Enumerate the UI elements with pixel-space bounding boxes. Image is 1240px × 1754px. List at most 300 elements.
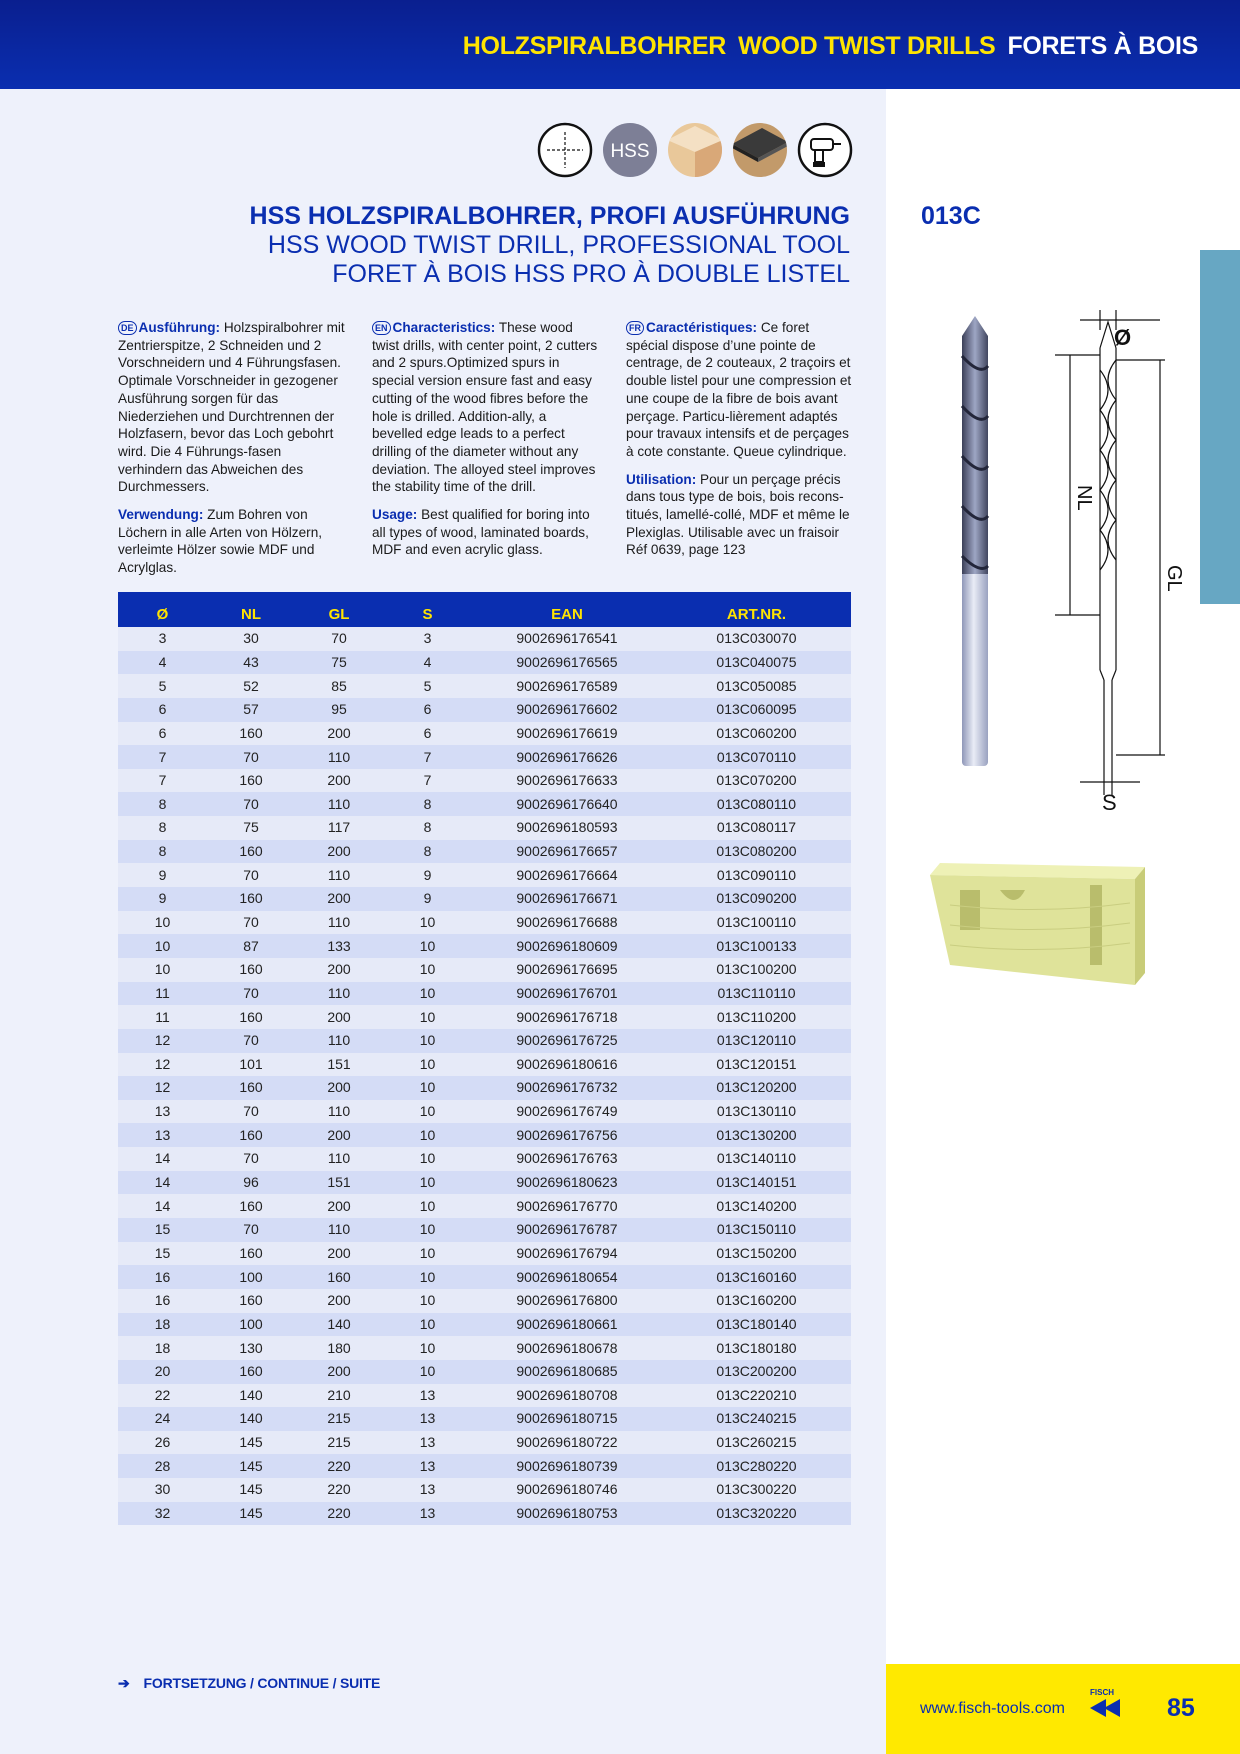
table-cell: 70: [207, 1218, 295, 1242]
table-cell: 6: [383, 698, 472, 722]
table-cell: 013C160160: [662, 1265, 851, 1289]
table-cell: 30: [118, 1478, 207, 1502]
table-cell: 160: [207, 887, 295, 911]
table-cell: 8: [118, 840, 207, 864]
table-cell: 16: [118, 1289, 207, 1313]
header-title-en: WOOD TWIST DRILLS: [738, 32, 996, 60]
table-cell: 87: [207, 934, 295, 958]
table-cell: 200: [295, 1360, 383, 1384]
table-cell: 9002696176794: [472, 1242, 662, 1266]
header-title-fr: FORETS À BOIS: [1007, 32, 1198, 60]
table-cell: 9: [383, 863, 472, 887]
table-cell: 5: [383, 674, 472, 698]
table-cell: 013C120200: [662, 1076, 851, 1100]
table-cell: 9002696180616: [472, 1053, 662, 1077]
table-cell: 9002696176732: [472, 1076, 662, 1100]
table-cell: 10: [383, 1336, 472, 1360]
table-cell: 200: [295, 1242, 383, 1266]
table-cell: 57: [207, 698, 295, 722]
table-cell: 70: [295, 627, 383, 651]
gl-label: GL: [1163, 565, 1185, 592]
column-header: NL: [207, 592, 295, 627]
table-cell: 24: [118, 1407, 207, 1431]
table-cell: 9002696180753: [472, 1502, 662, 1526]
table-cell: 160: [207, 769, 295, 793]
table-cell: 10: [383, 934, 472, 958]
continue-label: FORTSETZUNG / CONTINUE / SUITE: [143, 1675, 381, 1691]
char-label-fr: Caractéristiques:: [646, 320, 758, 335]
table-cell: 10: [383, 1005, 472, 1029]
table-cell: 10: [383, 1171, 472, 1195]
table-cell: 10: [383, 1076, 472, 1100]
table-cell: 013C130200: [662, 1123, 851, 1147]
header-titles: [451, 32, 1198, 61]
table-row: [118, 745, 851, 769]
table-cell: 96: [207, 1171, 295, 1195]
table-cell: 160: [207, 1076, 295, 1100]
table-cell: 10: [118, 934, 207, 958]
table-cell: 013C160200: [662, 1289, 851, 1313]
table-row: [118, 1242, 851, 1266]
table-body: [118, 627, 851, 1525]
drill-technical-drawing: [1040, 300, 1200, 810]
table-cell: 013C030070: [662, 627, 851, 651]
table-cell: 8: [383, 816, 472, 840]
table-cell: 70: [207, 1029, 295, 1053]
table-cell: 200: [295, 958, 383, 982]
table-cell: 9: [118, 863, 207, 887]
column-header: EAN: [472, 592, 662, 627]
table-cell: 10: [383, 1218, 472, 1242]
table-cell: 9002696180746: [472, 1478, 662, 1502]
table-cell: 10: [383, 1242, 472, 1266]
table-cell: 12: [118, 1029, 207, 1053]
table-cell: 013C110200: [662, 1005, 851, 1029]
table-cell: 26: [118, 1431, 207, 1455]
table-cell: 140: [295, 1313, 383, 1337]
table-cell: 10: [383, 1313, 472, 1337]
table-cell: 110: [295, 1147, 383, 1171]
table-cell: 16: [118, 1265, 207, 1289]
table-row: [118, 1194, 851, 1218]
table-cell: 9002696176787: [472, 1218, 662, 1242]
table-cell: 10: [383, 1053, 472, 1077]
table-cell: 140: [207, 1407, 295, 1431]
table-cell: 20: [118, 1360, 207, 1384]
table-cell: 9002696176688: [472, 911, 662, 935]
table-cell: 013C060095: [662, 698, 851, 722]
table-cell: 110: [295, 1100, 383, 1124]
table-cell: 30: [207, 627, 295, 651]
table-cell: 9002696180623: [472, 1171, 662, 1195]
table-cell: 013C150110: [662, 1218, 851, 1242]
table-row: [118, 1265, 851, 1289]
column-header: Ø: [118, 592, 207, 627]
table-row: [118, 1454, 851, 1478]
table-cell: 15: [118, 1218, 207, 1242]
table-cell: 160: [207, 1005, 295, 1029]
table-cell: 9002696176763: [472, 1147, 662, 1171]
table-row: [118, 887, 851, 911]
table-cell: 18: [118, 1313, 207, 1337]
table-row: [118, 958, 851, 982]
table-cell: 013C070110: [662, 745, 851, 769]
table-cell: 133: [295, 934, 383, 958]
table-cell: 013C120151: [662, 1053, 851, 1077]
table-cell: 22: [118, 1384, 207, 1408]
page-header: [0, 0, 1240, 89]
table-cell: 18: [118, 1336, 207, 1360]
table-cell: 70: [207, 792, 295, 816]
table-cell: 9002696176640: [472, 792, 662, 816]
table-cell: 9002696180722: [472, 1431, 662, 1455]
table-cell: 3: [118, 627, 207, 651]
softwood-icon: [667, 122, 723, 178]
brand-name: FISCH: [1090, 1688, 1114, 1697]
char-label-en: Characteristics:: [392, 320, 496, 335]
table-cell: 9002696176633: [472, 769, 662, 793]
table-cell: 9002696176725: [472, 1029, 662, 1053]
table-cell: 110: [295, 863, 383, 887]
table-cell: 9002696176671: [472, 887, 662, 911]
table-cell: 200: [295, 1123, 383, 1147]
laminated-board-icon: [732, 122, 788, 178]
table-cell: 9002696180739: [472, 1454, 662, 1478]
table-cell: 200: [295, 1289, 383, 1313]
table-cell: 200: [295, 887, 383, 911]
table-row: [118, 1289, 851, 1313]
table-row: [118, 1502, 851, 1526]
table-cell: 220: [295, 1502, 383, 1526]
table-row: [118, 1100, 851, 1124]
table-cell: 12: [118, 1053, 207, 1077]
column-header: S: [383, 592, 472, 627]
table-cell: 220: [295, 1454, 383, 1478]
table-cell: 151: [295, 1171, 383, 1195]
column-header: GL: [295, 592, 383, 627]
table-cell: 9002696176695: [472, 958, 662, 982]
table-cell: 101: [207, 1053, 295, 1077]
hss-icon-text: HSS: [610, 141, 650, 162]
table-cell: 9: [118, 887, 207, 911]
table-row: [118, 1360, 851, 1384]
table-row: [118, 1005, 851, 1029]
table-cell: 14: [118, 1147, 207, 1171]
table-cell: 013C220210: [662, 1384, 851, 1408]
column-header: ART.NR.: [662, 592, 851, 627]
table-cell: 6: [383, 722, 472, 746]
table-cell: 9002696176602: [472, 698, 662, 722]
table-cell: 160: [207, 1123, 295, 1147]
table-cell: 100: [207, 1265, 295, 1289]
table-cell: 013C100133: [662, 934, 851, 958]
table-cell: 013C260215: [662, 1431, 851, 1455]
product-title-fr: FORET À BOIS HSS PRO À DOUBLE LISTEL: [332, 260, 850, 288]
table-cell: 75: [207, 816, 295, 840]
table-cell: 013C130110: [662, 1100, 851, 1124]
drill-bit-photo: [940, 316, 1010, 771]
table-cell: 9002696180654: [472, 1265, 662, 1289]
feature-icons: [537, 122, 853, 178]
table-row: [118, 627, 851, 651]
table-cell: 160: [207, 840, 295, 864]
table-cell: 160: [207, 1194, 295, 1218]
table-cell: 13: [383, 1454, 472, 1478]
usage-label-en: Usage:: [372, 507, 418, 523]
table-cell: 215: [295, 1407, 383, 1431]
table-cell: 32: [118, 1502, 207, 1526]
char-label-de: Ausführung:: [138, 320, 221, 335]
table-cell: 9002696180678: [472, 1336, 662, 1360]
table-row: [118, 863, 851, 887]
table-cell: 9002696180609: [472, 934, 662, 958]
usage-label-fr: Utilisation:: [626, 471, 697, 487]
table-cell: 013C200200: [662, 1360, 851, 1384]
table-row: [118, 1336, 851, 1360]
table-cell: 9002696180685: [472, 1360, 662, 1384]
table-cell: 013C080200: [662, 840, 851, 864]
table-cell: 70: [207, 1147, 295, 1171]
wood-sample-image: [920, 855, 1150, 990]
table-cell: 15: [118, 1242, 207, 1266]
table-cell: 160: [207, 1289, 295, 1313]
product-title-de: HSS HOLZSPIRALBOHRER, PROFI AUSFÜHRUNG: [249, 202, 850, 230]
table-cell: 110: [295, 1029, 383, 1053]
table-cell: 6: [118, 698, 207, 722]
website-url[interactable]: www.fisch-tools.com: [920, 1700, 1065, 1717]
table-cell: 9002696176626: [472, 745, 662, 769]
table-cell: 160: [207, 1242, 295, 1266]
table-cell: 95: [295, 698, 383, 722]
table-cell: 013C140110: [662, 1147, 851, 1171]
nl-label: NL: [1073, 485, 1095, 511]
table-cell: 10: [383, 1123, 472, 1147]
hss-material-icon: [602, 122, 658, 178]
product-title-block: [250, 202, 850, 289]
table-cell: 14: [118, 1194, 207, 1218]
table-cell: 200: [295, 722, 383, 746]
table-row: [118, 840, 851, 864]
lang-badge-de: DE: [118, 321, 137, 335]
power-drill-icon: [797, 122, 853, 178]
table-cell: 10: [383, 958, 472, 982]
table-cell: 145: [207, 1431, 295, 1455]
table-cell: 10: [383, 1029, 472, 1053]
table-cell: 10: [383, 911, 472, 935]
table-cell: 70: [207, 745, 295, 769]
table-cell: 8: [383, 840, 472, 864]
header-title-de: HOLZSPIRALBOHRER: [462, 32, 727, 60]
table-cell: 110: [295, 1218, 383, 1242]
table-cell: 9002696176541: [472, 627, 662, 651]
table-cell: 13: [383, 1502, 472, 1526]
table-cell: 12: [118, 1076, 207, 1100]
table-cell: 8: [383, 792, 472, 816]
table-cell: 10: [383, 1194, 472, 1218]
table-cell: 013C060200: [662, 722, 851, 746]
table-cell: 130: [207, 1336, 295, 1360]
table-cell: 013C320220: [662, 1502, 851, 1526]
table-cell: 14: [118, 1171, 207, 1195]
table-cell: 9: [383, 887, 472, 911]
table-cell: 11: [118, 1005, 207, 1029]
table-cell: 9002696176589: [472, 674, 662, 698]
table-cell: 100: [207, 1313, 295, 1337]
table-row: [118, 792, 851, 816]
table-cell: 13: [383, 1407, 472, 1431]
table-cell: 220: [295, 1478, 383, 1502]
table-cell: 8: [118, 792, 207, 816]
table-row: [118, 816, 851, 840]
centering-point-icon: [537, 122, 593, 178]
table-row: [118, 1147, 851, 1171]
spec-table: [118, 592, 851, 1525]
table-row: [118, 934, 851, 958]
table-cell: 11: [118, 982, 207, 1006]
table-cell: 200: [295, 1005, 383, 1029]
table-cell: 013C070200: [662, 769, 851, 793]
table-cell: 9002696180715: [472, 1407, 662, 1431]
table-cell: 10: [383, 1289, 472, 1313]
table-cell: 9002696176565: [472, 651, 662, 675]
table-cell: 6: [118, 722, 207, 746]
table-cell: 3: [383, 627, 472, 651]
table-row: [118, 1029, 851, 1053]
continue-link[interactable]: [118, 1675, 380, 1692]
table-cell: 9002696176749: [472, 1100, 662, 1124]
table-cell: 52: [207, 674, 295, 698]
table-cell: 110: [295, 745, 383, 769]
description-en: [372, 319, 600, 569]
table-cell: 70: [207, 982, 295, 1006]
table-cell: 013C090200: [662, 887, 851, 911]
table-cell: 43: [207, 651, 295, 675]
table-cell: 28: [118, 1454, 207, 1478]
table-cell: 9002696180661: [472, 1313, 662, 1337]
table-cell: 9002696176701: [472, 982, 662, 1006]
diameter-label: Ø: [1114, 325, 1132, 350]
table-cell: 160: [207, 1360, 295, 1384]
table-row: [118, 1431, 851, 1455]
table-cell: 13: [383, 1384, 472, 1408]
description-fr: [626, 319, 854, 569]
table-cell: 7: [383, 745, 472, 769]
table-cell: 013C110110: [662, 982, 851, 1006]
table-cell: 140: [207, 1384, 295, 1408]
table-cell: 4: [118, 651, 207, 675]
table-cell: 013C140151: [662, 1171, 851, 1195]
table-row: [118, 1218, 851, 1242]
char-text-en: These wood twist drills, with center point, 2 cutters and 2 spurs.Optimized spurs in special version ensure fast and easy cutting of the wood fibres before the hole is drilled. Addition-ally, a bevelled edge leads to a perfect drilling of the diameter without any deviation. The alloyed steel improves the stability time of the drill.: [372, 320, 598, 495]
table-cell: 9002696176800: [472, 1289, 662, 1313]
table-row: [118, 1313, 851, 1337]
table-row: [118, 911, 851, 935]
table-row: [118, 1171, 851, 1195]
table-cell: 10: [383, 1100, 472, 1124]
table-cell: 9002696180708: [472, 1384, 662, 1408]
table-cell: 9002696176619: [472, 722, 662, 746]
table-cell: 013C180140: [662, 1313, 851, 1337]
table-cell: 75: [295, 651, 383, 675]
table-cell: 013C240215: [662, 1407, 851, 1431]
table-cell: 7: [383, 769, 472, 793]
table-cell: 215: [295, 1431, 383, 1455]
table-cell: 200: [295, 1076, 383, 1100]
table-cell: 200: [295, 769, 383, 793]
table-cell: 160: [295, 1265, 383, 1289]
table-cell: 110: [295, 911, 383, 935]
table-cell: 200: [295, 1194, 383, 1218]
table-cell: 10: [118, 911, 207, 935]
table-cell: 200: [295, 840, 383, 864]
table-cell: 013C040075: [662, 651, 851, 675]
lang-badge-en: EN: [372, 321, 391, 335]
table-cell: 13: [118, 1123, 207, 1147]
table-cell: 10: [118, 958, 207, 982]
table-cell: 013C100110: [662, 911, 851, 935]
table-cell: 70: [207, 863, 295, 887]
description-de: [118, 319, 346, 587]
table-row: [118, 722, 851, 746]
table-cell: 160: [207, 958, 295, 982]
table-row: [118, 982, 851, 1006]
table-cell: 9002696176756: [472, 1123, 662, 1147]
table-cell: 9002696176664: [472, 863, 662, 887]
table-cell: 9002696176770: [472, 1194, 662, 1218]
table-cell: 5: [118, 674, 207, 698]
table-row: [118, 1384, 851, 1408]
table-cell: 013C140200: [662, 1194, 851, 1218]
table-cell: 013C080117: [662, 816, 851, 840]
table-cell: 13: [383, 1431, 472, 1455]
side-section-tab: [1200, 250, 1240, 604]
table-cell: 013C050085: [662, 674, 851, 698]
table-cell: 151: [295, 1053, 383, 1077]
table-row: [118, 651, 851, 675]
char-text-de: Holzspiralbohrer mit Zentrierspitze, 2 Schneiden und 2 Vorschneidern und 4 Führungsfasen. Optimale Vorschneider in gezogener Ausführung sorgen für das Niederziehen und Durchtrennen der Holzfasern, bevor das Loch gebohrt wird. Die 4 Führungs-fasen verhindern das Abweichen des Durchmessers.: [118, 320, 345, 495]
product-title-en: HSS WOOD TWIST DRILL, PROFESSIONAL TOOL: [267, 231, 850, 259]
table-cell: 10: [383, 1147, 472, 1171]
table-row: [118, 1407, 851, 1431]
table-cell: 9002696176718: [472, 1005, 662, 1029]
page-number: 85: [1167, 1694, 1195, 1722]
table-cell: 10: [383, 1360, 472, 1384]
table-cell: 117: [295, 816, 383, 840]
s-label: S: [1102, 790, 1117, 810]
table-row: [118, 674, 851, 698]
table-header-row: [118, 592, 851, 627]
arrow-right-icon: ➔: [118, 1675, 130, 1691]
table-row: [118, 1478, 851, 1502]
table-cell: 013C150200: [662, 1242, 851, 1266]
product-code: 013C: [921, 202, 981, 230]
table-row: [118, 1076, 851, 1100]
table-cell: 013C100200: [662, 958, 851, 982]
usage-text-de: Zum Bohren von Löchern in alle Arten von Hölzern, verleimte Hölzer sowie MDF und Acrylglas.: [118, 507, 323, 576]
table-cell: 110: [295, 982, 383, 1006]
table-cell: 013C120110: [662, 1029, 851, 1053]
table-cell: 013C280220: [662, 1454, 851, 1478]
table-cell: 145: [207, 1478, 295, 1502]
table-cell: 9002696180593: [472, 816, 662, 840]
table-cell: 85: [295, 674, 383, 698]
table-cell: 13: [118, 1100, 207, 1124]
usage-text-en: Best qualified for boring into all types of wood, laminated boards, MDF and even acrylic glass.: [372, 507, 590, 558]
table-cell: 13: [383, 1478, 472, 1502]
table-cell: 210: [295, 1384, 383, 1408]
table-cell: 180: [295, 1336, 383, 1360]
table-row: [118, 698, 851, 722]
